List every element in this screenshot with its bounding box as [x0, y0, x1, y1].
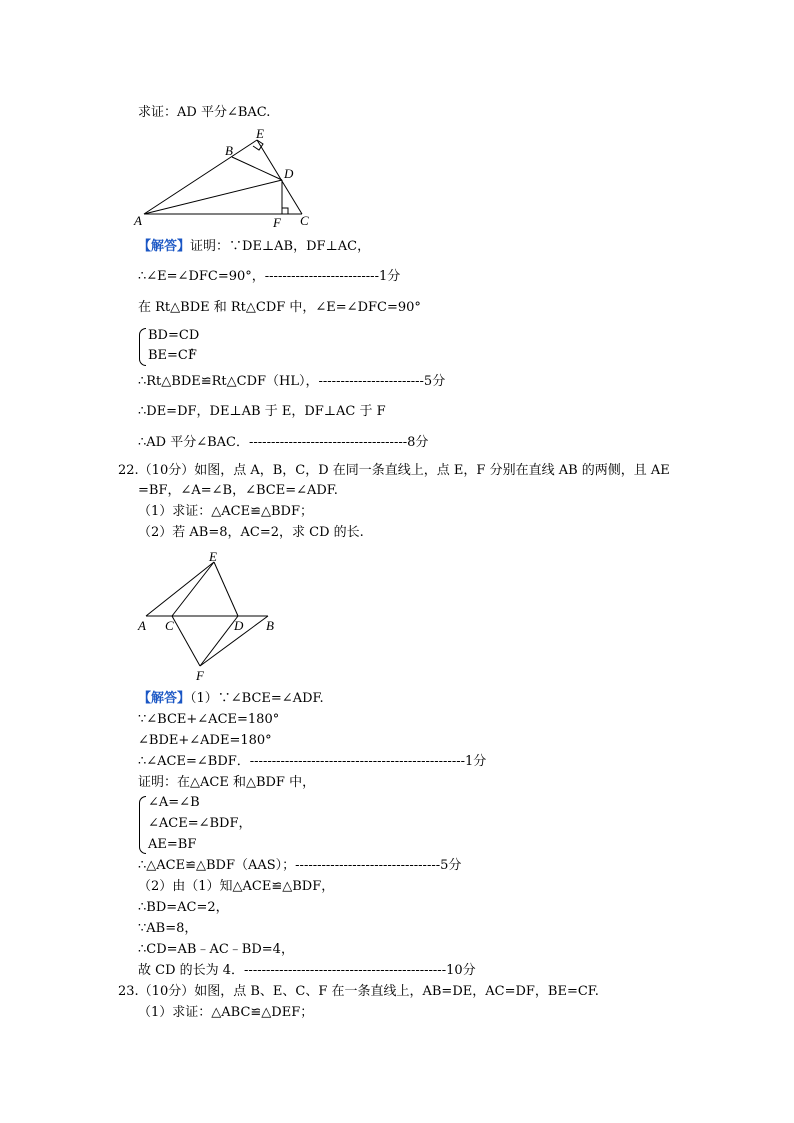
solution-22-line-5: 证明：在△ACE 和△BDF 中，: [138, 775, 316, 790]
line-EC: [257, 140, 302, 214]
condition-be-cf: BE=CF: [148, 348, 197, 363]
label-E: E: [256, 126, 264, 141]
line-AE: [144, 140, 257, 214]
solution-tag: 【解答】: [138, 239, 191, 254]
figure-2: [132, 548, 282, 684]
condition-ae-bf: AE=BF: [148, 837, 197, 852]
system-brace-2: [139, 796, 146, 854]
solution-22-line-3: ∠BDE+∠ADE=180°: [138, 733, 272, 748]
solution-22-line-9: ∵AB=8，: [138, 921, 198, 936]
right-angle-F: [282, 208, 288, 214]
label-B: B: [266, 618, 274, 633]
solution-line-5: ∴DE=DF，DE⊥AB 于 E，DF⊥AC 于 F: [138, 404, 386, 419]
solution-line-2: ∴∠E=∠DFC=90°，--------------------------1分: [138, 269, 401, 284]
line-ED: [214, 562, 238, 616]
question-22-line-2: =BF，∠A=∠B，∠BCE=∠ADF.: [138, 483, 338, 498]
label-D: D: [234, 618, 244, 633]
condition-angle-ace-bdf: ∠ACE=∠BDF，: [148, 816, 252, 831]
label-A: A: [134, 213, 142, 228]
label-D: D: [284, 166, 294, 181]
condition-bd-cd: BD=CD: [148, 328, 200, 343]
label-E: E: [209, 549, 217, 564]
solution-line-3: 在 Rt△BDE 和 Rt△CDF 中，∠E=∠DFC=90°: [138, 300, 421, 315]
condition-angle-a-b: ∠A=∠B: [148, 795, 200, 810]
question-22-part-1: （1）求证：△ACE≌△BDF；: [138, 504, 313, 519]
figure-1: [132, 126, 322, 232]
line-DF: [200, 616, 238, 666]
solution-22-line-11: 故 CD 的长为 4．----------------------------------------------10分: [138, 963, 476, 978]
solution-header: [138, 238, 370, 256]
system-brace-1: [139, 328, 146, 366]
condition-comma: ，: [190, 339, 204, 354]
solution-22-line-2: ∵∠BCE+∠ACE=180°: [138, 712, 280, 727]
solution-22-line-4: ∴∠ACE=∠BDF．-------------------------------------------------1分: [138, 754, 487, 769]
question-23-part-1: （1）求证：△ABC≌△DEF；: [138, 1005, 314, 1020]
question-22-line-1: 22.（10分）如图，点 A，B，C，D 在同一条直线上，点 E，F 分别在直线 AB 的两侧，且 AE: [118, 463, 670, 478]
label-B: B: [225, 143, 233, 158]
line-AD: [144, 180, 282, 214]
question-23-line-1: 23.（10分）如图，点 B、E、C、F 在一条直线上，AB=DE，AC=DF，BE=CF.: [118, 984, 599, 999]
label-F: F: [273, 215, 281, 230]
solution-22-line-6: ∴△ACE≌△BDF（AAS）；---------------------------------5分: [138, 858, 462, 873]
label-F: F: [196, 668, 204, 683]
line-AE: [146, 562, 214, 616]
solution-22-line-7: （2）由（1）知△ACE≌△BDF，: [138, 879, 335, 894]
solution-line-1: 证明：∵DE⊥AB，DF⊥AC，: [190, 239, 371, 254]
solution-22-header: [138, 690, 324, 708]
prove-statement: 求证：AD 平分∠BAC.: [138, 105, 271, 120]
line-EC: [172, 562, 214, 616]
solution-22-tag: 【解答】: [138, 691, 191, 706]
solution-22-line-10: ∴CD=AB﹣AC﹣BD=4，: [138, 942, 294, 957]
line-CF: [172, 616, 200, 666]
solution-22-line-8: ∴BD=AC=2，: [138, 900, 229, 915]
solution-line-6: ∴AD 平分∠BAC．------------------------------------8分: [138, 435, 429, 450]
label-C: C: [300, 213, 309, 228]
solution-line-4: ∴Rt△BDE≌Rt△CDF（HL），------------------------5分: [138, 374, 446, 389]
question-22-part-2: （2）若 AB=8，AC=2，求 CD 的长.: [138, 525, 364, 540]
label-C: C: [165, 618, 174, 633]
solution-22-line-1: （1）∵∠BCE=∠ADF.: [190, 691, 324, 706]
label-A: A: [138, 618, 146, 633]
